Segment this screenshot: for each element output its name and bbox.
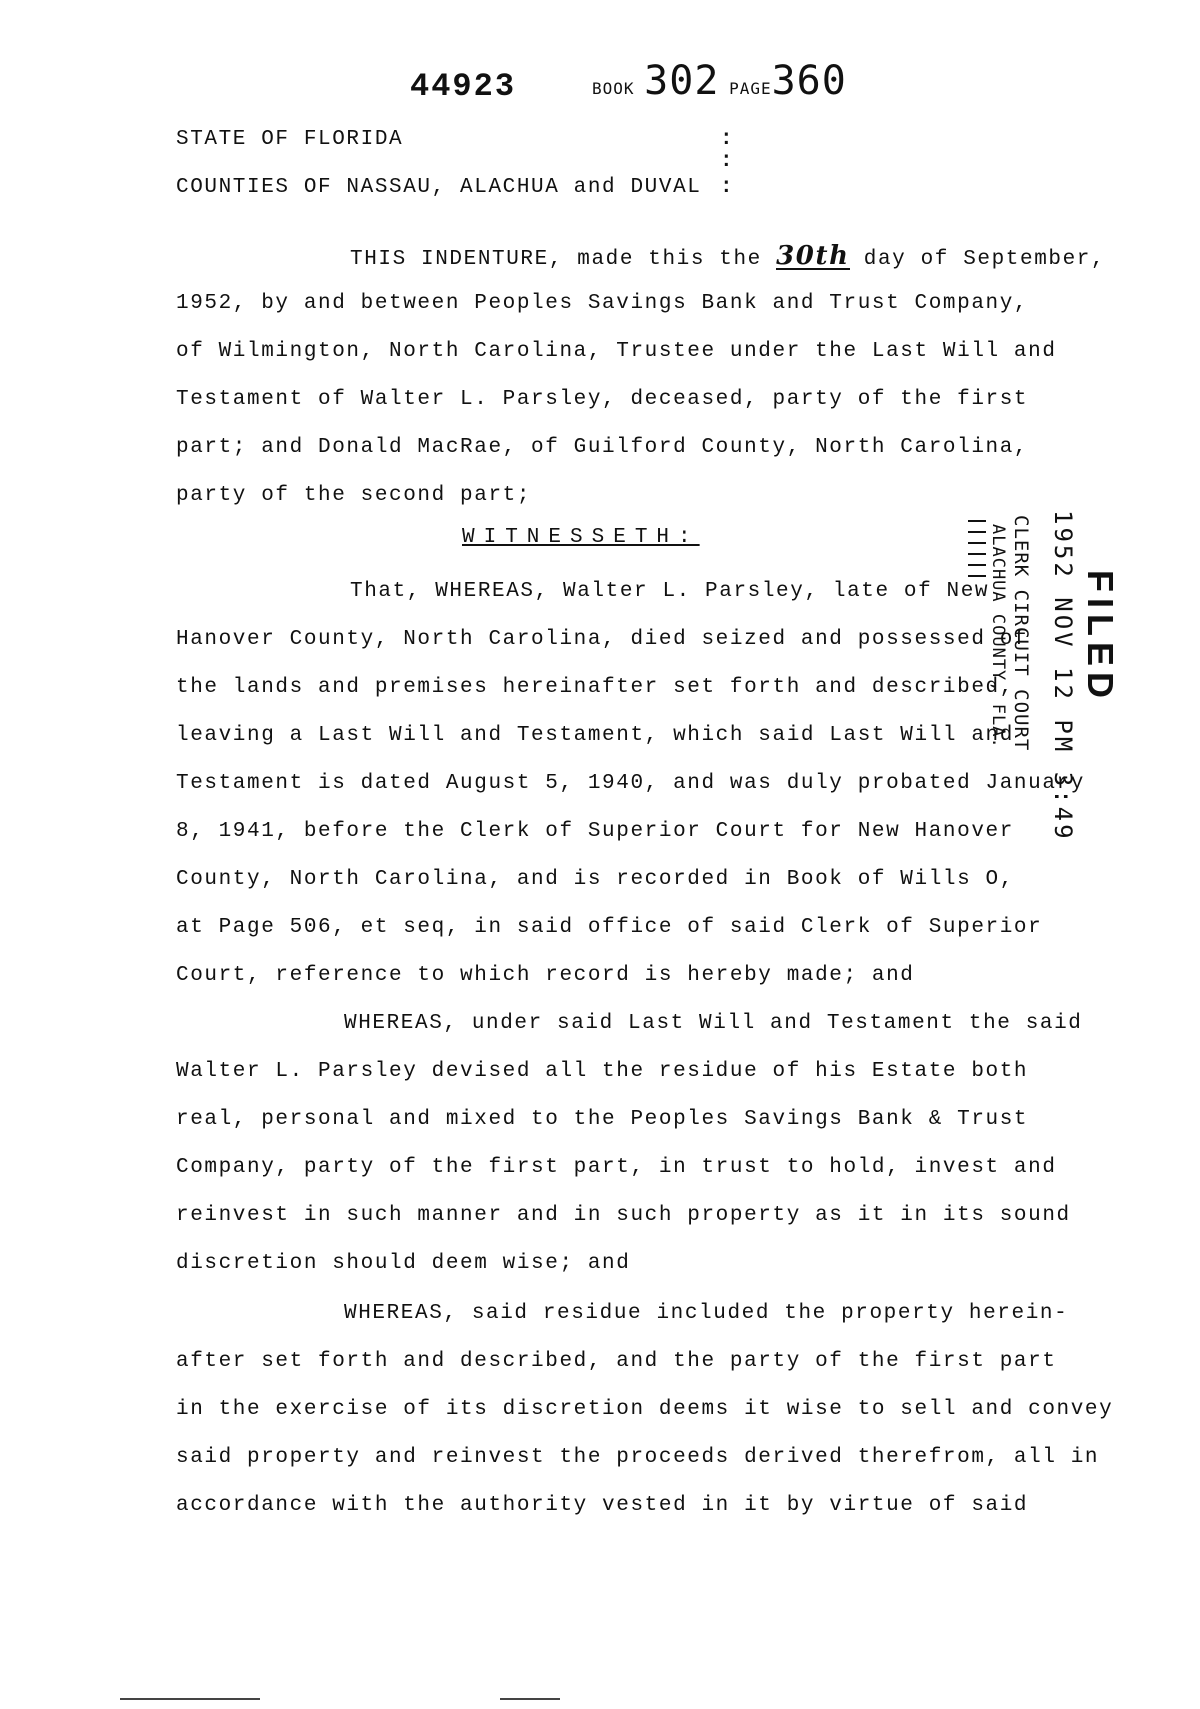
page-label: PAGE [729, 79, 772, 98]
book-number: 302 [644, 58, 720, 104]
para1-first-line: That, WHEREAS, Walter L. Parsley, late of New [350, 580, 990, 603]
para1-line: County, North Carolina, and is recorded in Book of Wills O, [176, 868, 1014, 891]
caption-colon: : [720, 128, 733, 151]
para1-line: leaving a Last Will and Testament, which said Last Will and [176, 724, 1014, 747]
filed-stamp-datetime: 1952 NOV 12 PM 3:49 [1049, 510, 1077, 842]
para1-line: 8, 1941, before the Clerk of Superior Court for New Hanover [176, 820, 1014, 843]
para1-line: the lands and premises hereinafter set forth and described, [176, 676, 1014, 699]
book-page-stamp [592, 58, 847, 104]
para3-line: said property and reinvest the proceeds derived therefrom, all in [176, 1446, 1100, 1469]
indenture-line: party of the second part; [176, 484, 532, 507]
page-edge-marks [0, 1698, 1200, 1704]
indenture-line: 1952, by and between Peoples Savings Bank and Trust Company, [176, 292, 1029, 315]
filed-stamp-title: FILED [1080, 570, 1121, 704]
para1-line: Hanover County, North Carolina, died seized and possessed of [176, 628, 1029, 651]
document-number: 44923 [410, 68, 517, 105]
page-number: 360 [771, 58, 847, 104]
filed-stamp-county: ALACHUA COUNTY, FLA. [988, 524, 1008, 749]
indenture-line: part; and Donald MacRae, of Guilford County, North Carolina, [176, 436, 1029, 459]
para3-first-line: WHEREAS, said residue included the property herein- [344, 1302, 1069, 1325]
para3-line: in the exercise of its discretion deems it wise to sell and convey [176, 1398, 1114, 1421]
indenture-lead: THIS INDENTURE [350, 248, 549, 271]
witnesseth-heading: WITNESSETH: [462, 526, 700, 549]
para2-line: Walter L. Parsley devised all the residue of his Estate both [176, 1060, 1029, 1083]
indenture-after-day: day of September, [849, 248, 1106, 271]
caption-counties: COUNTIES OF NASSAU, ALACHUA and DUVAL [176, 176, 702, 199]
filed-stamp-clerk: CLERK CIRCUIT COURT [1010, 515, 1032, 752]
book-label: BOOK [592, 79, 635, 98]
indenture-line: Testament of Walter L. Parsley, deceased, party of the first [176, 388, 1029, 411]
para2-line: discretion should deem wise; and [176, 1252, 631, 1275]
stamp-tick-marks [968, 520, 990, 756]
caption-colon: : [720, 150, 733, 173]
indenture-made-this: , made this the [548, 248, 777, 271]
para1-line: Court, reference to which record is hereby made; and [176, 964, 915, 987]
handwritten-day: 30th [776, 241, 850, 271]
caption-colon: : [720, 176, 733, 199]
para3-line: after set forth and described, and the party of the first part [176, 1350, 1057, 1373]
para1-line: at Page 506, et seq, in said office of said Clerk of Superior [176, 916, 1043, 939]
para1-line: Testament is dated August 5, 1940, and was duly probated January [176, 772, 1085, 795]
para2-line: reinvest in such manner and in such property as it in its sound [176, 1204, 1071, 1227]
indenture-opening [350, 241, 1106, 271]
para2-line: real, personal and mixed to the Peoples Savings Bank & Trust [176, 1108, 1029, 1131]
caption-state: STATE OF FLORIDA [176, 128, 404, 151]
para2-first-line: WHEREAS, under said Last Will and Testament the said [344, 1012, 1083, 1035]
indenture-line: of Wilmington, North Carolina, Trustee under the Last Will and [176, 340, 1057, 363]
para3-line: accordance with the authority vested in it by virtue of said [176, 1494, 1029, 1517]
para2-line: Company, party of the first part, in trust to hold, invest and [176, 1156, 1057, 1179]
